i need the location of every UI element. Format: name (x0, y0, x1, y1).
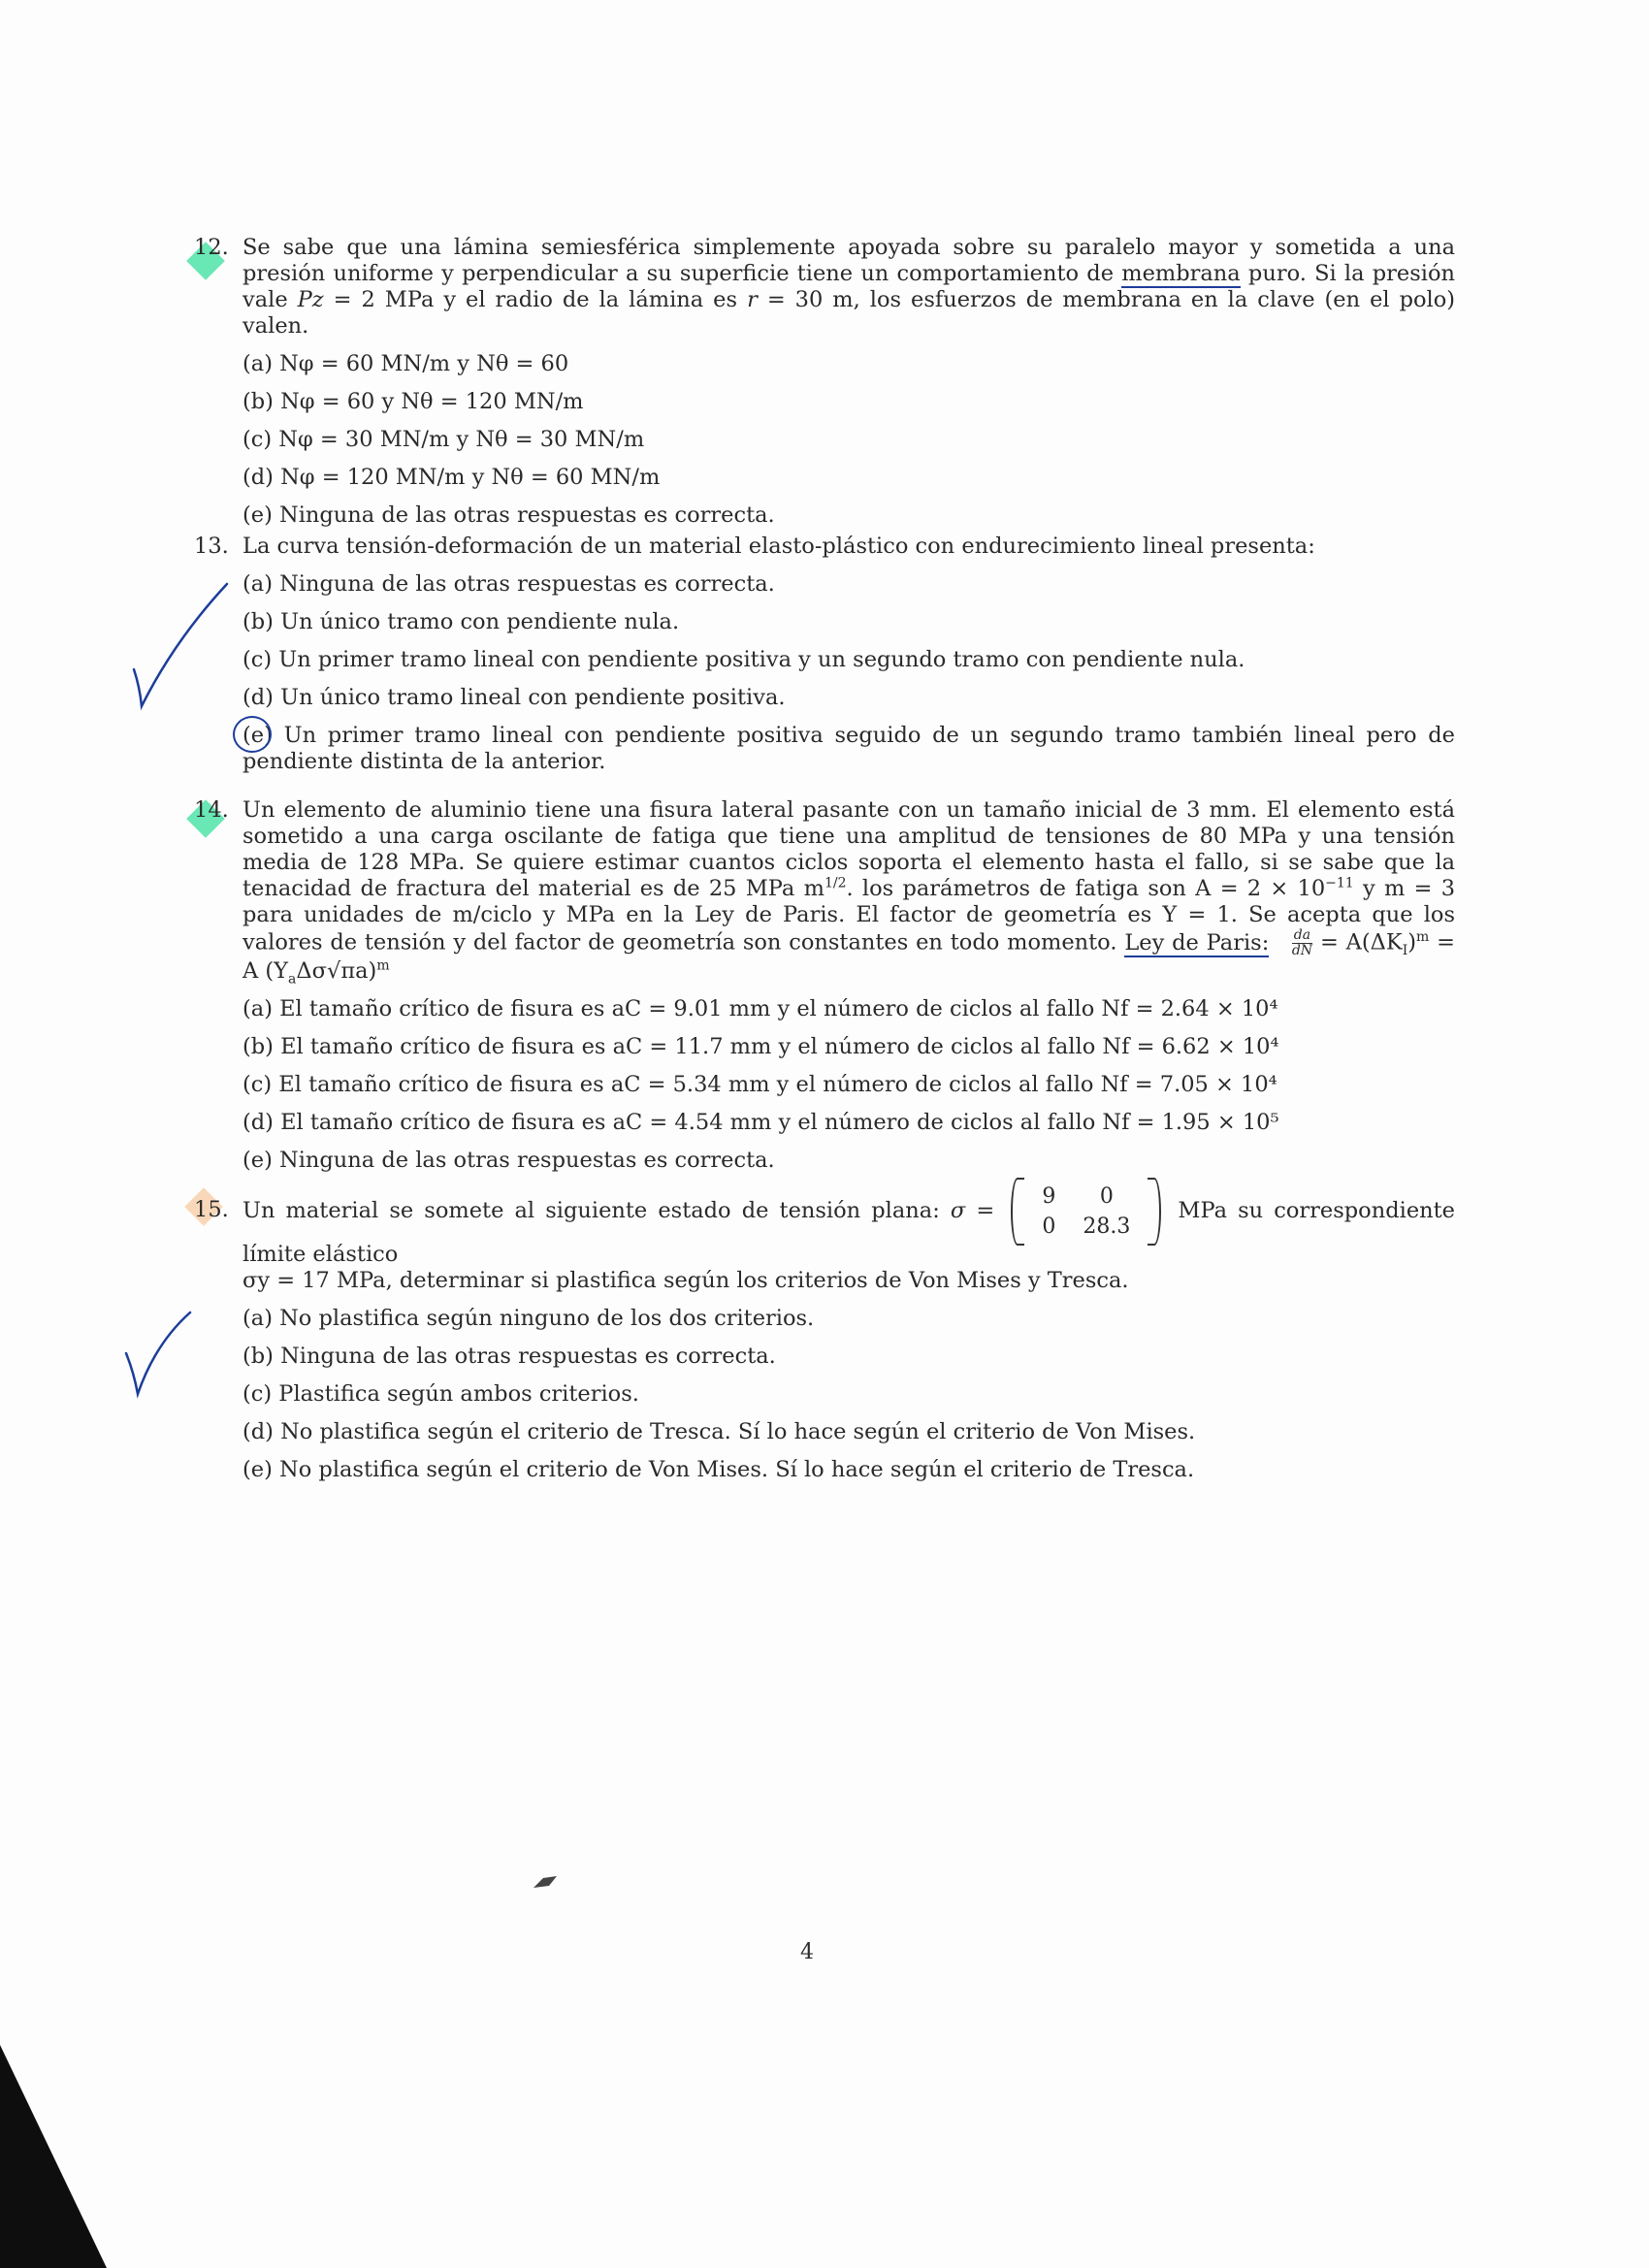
question-12 (194, 235, 1455, 529)
question-number: 13. (194, 534, 229, 559)
ink-smudge (532, 1874, 561, 1894)
question-14 (194, 797, 1455, 1174)
question-stem: Un elemento de aluminio tiene una fisura lateral pasante con un tamaño inicial de 3 mm. El elemento está sometido a una carga oscilante de fatiga que tiene una amplitud de tensiones de 80 MPa y una tensión media de 128 MPa. Se quiere estimar cuantos ciclos soporta el elemento hasta el fallo, si se sabe que la tenacidad de fractura del material es de 25 MPa $m^{1/2}$. los parámetros de fatiga son $A = 2 \times 10^{-11}$ y m = 3 para unidades de m/ciclo y MPa en la Ley de Paris. El factor de geometría es Y = 1. Se acepta que los valores de tensión y del factor de geometría son constantes en todo momento. Ley de Paris: $\frac{da}{dN}$ = $A(\Delta K_I)^m = A$ $(Y_a\Delta\sigma√\pi a)^m$ (242, 797, 1456, 988)
question-number: 12. (194, 235, 229, 260)
question-stem: Un material se somete al siguiente estado de tensión plana: σ = 9 0 0 28.3 MPa su correspondiente límite elástico σy = 17 MPa, determinar si plastifica según los criterios de Von Mises y Tresca. (242, 1182, 1455, 1294)
option-c[interactable]: (c) Plastifica según ambos criterios. (242, 1381, 639, 1407)
question-number: 15. (194, 1197, 229, 1222)
option-e[interactable]: (e) Ninguna de las otras respuestas es correcta. (242, 502, 775, 528)
derivative-fraction: $\frac{da}{dN}$ (1291, 927, 1313, 958)
option-e[interactable]: (e) Ninguna de las otras respuestas es correcta. (242, 1148, 775, 1173)
option-d[interactable]: (d) El tamaño crítico de fisura es aC = 4.54 mm y el número de ciclos al fallo Nf = 1.95 × 10⁵ (242, 1110, 1279, 1135)
option-b[interactable]: (b) Ninguna de las otras respuestas es correcta. (242, 1344, 776, 1369)
question-13 (194, 534, 1455, 775)
option-a[interactable]: (a) Nφ = 60 MN/m y Nθ = 60 (242, 351, 569, 376)
question-stem: La curva tensión-deformación de un material elasto-plástico con endurecimiento lineal presenta: (242, 534, 1315, 559)
underlined-word: membrana (1121, 261, 1241, 286)
checkmark-icon (126, 572, 233, 718)
underlined-word: Ley de Paris: (1124, 929, 1270, 956)
question-stem: Se sabe que una lámina semiesférica simplemente apoyada sobre su paralelo mayor y sometida a una presión uniforme y perpendicular a su superficie tiene un comportamiento de membrana puro. Si la presión vale Pz = 2 MPa y el radio de la lámina es r = 30 m, los esfuerzos de membrana en la clave (en el polo) valen. (242, 235, 1456, 339)
question-15 (194, 1182, 1455, 1483)
page-number: 4 (800, 1940, 814, 1964)
option-c[interactable]: (c) El tamaño crítico de fisura es aC = 5.34 mm y el número de ciclos al fallo Nf = 7.05 × 10⁴ (242, 1072, 1277, 1097)
option-b[interactable]: (b) El tamaño crítico de fisura es aC = 11.7 mm y el número de ciclos al fallo Nf = 6.62 × 10⁴ (242, 1034, 1279, 1059)
option-c[interactable]: (c) Un primer tramo lineal con pendiente positiva y un segundo tramo con pendiente nula. (242, 647, 1245, 672)
option-c[interactable]: (c) Nφ = 30 MN/m y Nθ = 30 MN/m (242, 427, 645, 452)
option-d[interactable]: (d) Un único tramo lineal con pendiente positiva. (242, 685, 786, 710)
checkmark-icon (116, 1305, 204, 1402)
option-e[interactable]: (e) Un primer tramo lineal con pendiente positiva seguido de un segundo tramo también lineal pero de pendiente distinta de la anterior. (242, 723, 1455, 774)
question-number: 14. (194, 797, 229, 823)
option-e[interactable]: (e) No plastifica según el criterio de Von Mises. Sí lo hace según el criterio de Tresca. (242, 1457, 1195, 1482)
stress-matrix: 9 0 0 28.3 (1011, 1182, 1161, 1242)
option-b[interactable]: (b) Nφ = 60 y Nθ = 120 MN/m (242, 389, 584, 414)
pen-circle-mark (233, 716, 272, 753)
option-b[interactable]: (b) Un único tramo con pendiente nula. (242, 609, 680, 634)
option-a[interactable]: (a) No plastifica según ninguno de los dos criterios. (242, 1306, 815, 1331)
option-d[interactable]: (d) Nφ = 120 MN/m y Nθ = 60 MN/m (242, 465, 661, 490)
option-d[interactable]: (d) No plastifica según el criterio de Tresca. Sí lo hace según el criterio de Von Mises. (242, 1419, 1196, 1444)
folded-corner-shadow (0, 2045, 107, 2268)
option-a[interactable]: (a) Ninguna de las otras respuestas es correcta. (242, 571, 775, 597)
option-a[interactable]: (a) El tamaño crítico de fisura es aC = 9.01 mm y el número de ciclos al fallo Nf = 2.64 × 10⁴ (242, 996, 1278, 1021)
